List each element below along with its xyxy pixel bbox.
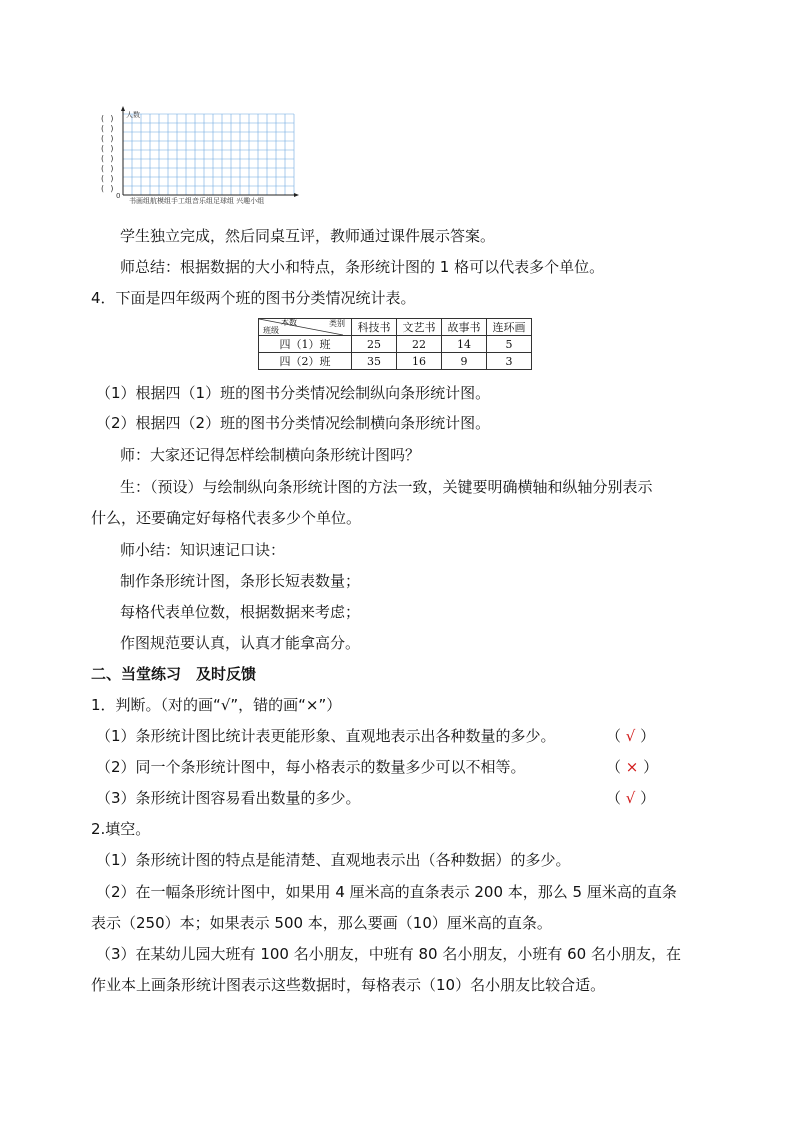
book-stats-table: [258, 318, 532, 370]
chart-origin: 0: [116, 192, 121, 200]
y-tick-placeholders: [100, 114, 114, 194]
judge-answer-1: （ √ ）: [606, 727, 656, 745]
table-header: 连环画: [487, 319, 532, 336]
text-line: 作图规范要认真，认真才能拿高分。: [120, 634, 361, 652]
corner-label-count: 本数: [281, 318, 297, 327]
table-cell: 14: [442, 336, 487, 353]
fill-item-2-cont: 表示（250）本；如果表示 500 本，那么要画（10）厘米高的直条。: [91, 914, 552, 932]
corner-label-category: 类别: [329, 319, 345, 328]
judge-item-2: （2）同一个条形统计图中，每小格表示的数量多少可以不相等。: [96, 758, 526, 776]
answer-mark: ×: [625, 758, 639, 776]
y-tick: ( ): [100, 174, 115, 183]
text-line: 师小结：知识速记口诀：: [120, 541, 286, 559]
table-header: 故事书: [442, 319, 487, 336]
y-tick: ( ): [100, 144, 115, 153]
table-cell: 9: [442, 353, 487, 370]
table-header: 科技书: [352, 319, 397, 336]
table-cell: 3: [487, 353, 532, 370]
y-tick: ( ): [100, 154, 115, 163]
question-4-heading: 4．下面是四年级两个班的图书分类情况统计表。: [91, 289, 416, 307]
table-header: 文艺书: [397, 319, 442, 336]
judge-item-1: （1）条形统计图比统计表更能形象、直观地表示出各种数量的多少。: [96, 727, 556, 745]
fill-item-3-cont: 作业本上画条形统计图表示这些数据时，每格表示（10）名小朋友比较合适。: [91, 976, 606, 994]
y-tick: ( ): [100, 124, 115, 133]
y-tick: ( ): [100, 184, 115, 193]
y-tick: ( ): [100, 134, 115, 143]
text-line: 师：大家还记得怎样绘制横向条形统计图吗？: [120, 446, 421, 464]
corner-label-class: 班级: [263, 326, 279, 335]
fill-item-1: （1）条形统计图的特点是能清楚、直观地表示出（各种数据）的多少。: [96, 851, 571, 869]
x-axis-labels: 书画组航模组手工组音乐组足球组 兴趣小组: [129, 197, 265, 205]
text-line: 学生独立完成，然后同桌互评，教师通过课件展示答案。: [120, 227, 496, 245]
answer-mark: √: [625, 727, 636, 745]
text-line: 什么，还要确定好每格代表多少个单位。: [91, 509, 362, 527]
row-label: 四（2）班: [259, 353, 352, 370]
text-line: 师总结：根据数据的大小和特点，条形统计图的 1 格可以代表多个单位。: [120, 258, 605, 276]
fill-item-3: （3）在某幼儿园大班有 100 名小朋友，中班有 80 名小朋友，小班有 60 名小朋友，在: [96, 945, 681, 963]
fill-item-2: （2）在一幅条形统计图中，如果用 4 厘米高的直条表示 200 本，那么 5 厘米高的直条: [96, 883, 677, 901]
question-2-heading: 2.填空。: [91, 820, 151, 838]
text-line: 制作条形统计图，条形长短表数量；: [120, 572, 361, 590]
row-label: 四（1）班: [259, 336, 352, 353]
answer-mark: √: [625, 789, 636, 807]
question-1-heading: 1．判断。（对的画“√”，错的画“×”）: [91, 696, 342, 714]
judge-answer-2: （ × ）: [606, 758, 659, 776]
y-axis-title: 人数: [126, 111, 140, 119]
table-cell: 25: [352, 336, 397, 353]
text-line: 每格代表单位数，根据数据来考虑；: [120, 603, 361, 621]
table-cell: 16: [397, 353, 442, 370]
table-cell: 35: [352, 353, 397, 370]
table-cell: 5: [487, 336, 532, 353]
judge-answer-3: （ √ ）: [606, 789, 656, 807]
y-tick: ( ): [100, 164, 115, 173]
table-corner-cell: [259, 319, 352, 336]
section-heading: 二、当堂练习 及时反馈: [91, 665, 257, 683]
table-row: [259, 353, 532, 370]
blank-bar-chart: [96, 104, 306, 208]
text-line: （2）根据四（2）班的图书分类情况绘制横向条形统计图。: [96, 414, 491, 432]
text-line: 生：（预设）与绘制纵向条形统计图的方法一致，关键要明确横轴和纵轴分别表示: [120, 478, 653, 496]
y-tick: ( ): [100, 114, 115, 123]
table-cell: 22: [397, 336, 442, 353]
text-line: （1）根据四（1）班的图书分类情况绘制纵向条形统计图。: [96, 384, 491, 402]
table-row: [259, 336, 532, 353]
judge-item-3: （3）条形统计图容易看出数量的多少。: [96, 789, 361, 807]
